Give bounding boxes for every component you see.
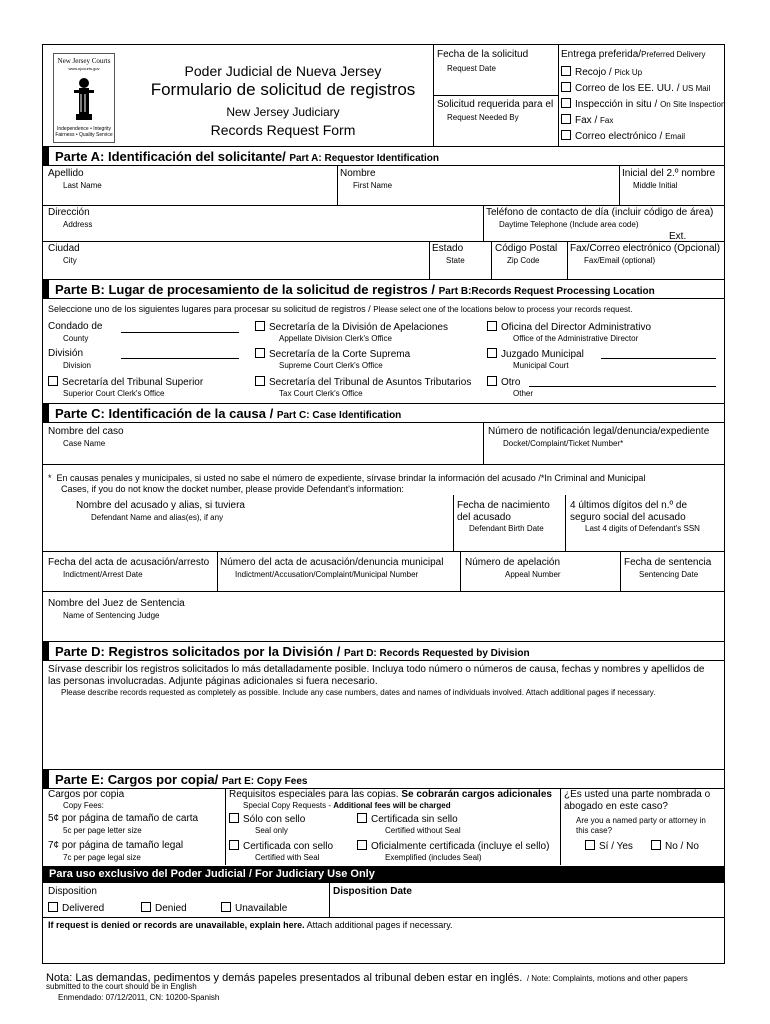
request-date-label: Fecha de la solicitud <box>437 49 529 60</box>
logo-title: New Jersey Courts <box>57 57 111 65</box>
city-sub: City <box>63 256 77 265</box>
indict-date-label: Fecha del acta de acusación/arresto <box>48 557 210 568</box>
sentencing-date-sub: Sentencing Date <box>639 570 699 579</box>
letter-fee-label: 5¢ por página de tamaño de carta <box>48 813 199 824</box>
delivery-pickup[interactable]: Recojo / Pick Up <box>561 66 642 79</box>
first-name-sub: First Name <box>353 181 393 190</box>
county-label: Condado de <box>48 321 103 332</box>
delivery-label: Entrega preferida/Preferred Delivery <box>561 49 706 60</box>
fax-checkbox[interactable] <box>561 114 571 124</box>
denied-option[interactable]: Denied <box>141 902 187 915</box>
denied-checkbox[interactable] <box>141 902 151 912</box>
needed-by-sub: Request Needed By <box>447 113 519 122</box>
copy-fees-label: Cargos por copia <box>48 789 125 800</box>
unavailable-checkbox[interactable] <box>221 902 231 912</box>
judiciary-use-header: Para uso exclusivo del Poder Judicial / For Judiciary Use Only <box>43 866 724 883</box>
exemplified-option[interactable]: Oficialmente certificada (incluye el sello) <box>357 840 549 853</box>
certified-seal-checkbox[interactable] <box>229 840 239 850</box>
division-sub: Division <box>63 361 92 370</box>
part-e-header: Parte E: Cargos por copia/ Part E: Copy Fees <box>43 769 724 789</box>
delivered-checkbox[interactable] <box>48 902 58 912</box>
delivery-fax[interactable]: Fax / Fax <box>561 114 613 127</box>
onsite-checkbox[interactable] <box>561 98 571 108</box>
title-en-1: New Jersey Judiciary <box>226 105 340 119</box>
case-name-sub: Case Name <box>63 439 106 448</box>
email-checkbox[interactable] <box>561 130 571 140</box>
disposition-label: Disposition <box>48 886 97 897</box>
copy-fees-sub: Copy Fees: <box>63 801 104 810</box>
municipal-sub: Municipal Court <box>513 361 569 370</box>
division-field[interactable] <box>121 358 239 359</box>
title-en-2: Records Request Form <box>210 122 356 138</box>
explain-instructions: If request is denied or records are unavailable, explain here. Attach additional pages if necessary. <box>48 920 453 930</box>
docket-label: Número de notificación legal/denuncia/expediente <box>488 426 710 437</box>
tax-court-checkbox[interactable] <box>255 376 265 386</box>
other-sub: Other <box>513 389 534 398</box>
fax-email-sub: Fax/Email (optional) <box>584 256 656 265</box>
first-name-field[interactable] <box>339 191 617 204</box>
ssn-label: 4 últimos dígitos del n.º de seguro social del acusado <box>570 500 688 523</box>
docket-sub: Docket/Complaint/Ticket Number* <box>503 439 624 448</box>
supreme-checkbox[interactable] <box>255 348 265 358</box>
fax-email-label: Fax/Correo electrónico (Opcional) <box>570 243 721 254</box>
seal-only-checkbox[interactable] <box>229 813 239 823</box>
sentencing-date-label: Fecha de sentencia <box>624 557 712 568</box>
seal-only-sub: Seal only <box>255 826 288 835</box>
division-label: División <box>48 348 84 359</box>
letter-fee-sub: 5c per page letter size <box>63 826 142 835</box>
pickup-checkbox[interactable] <box>561 66 571 76</box>
needed-by-label: Solicitud requerida para el <box>437 99 554 110</box>
indict-number-label: Número del acta de acusación/denuncia municipal <box>220 557 444 568</box>
judge-sub: Name of Sentencing Judge <box>63 611 160 620</box>
director-checkbox[interactable] <box>487 321 497 331</box>
appeal-number-sub: Appeal Number <box>505 570 561 579</box>
request-date-sub: Request Date <box>447 64 496 73</box>
other-field[interactable] <box>529 386 716 387</box>
zip-label: Código Postal <box>495 243 558 254</box>
named-party-question: ¿Es usted una parte nombrada o abogado en este caso? <box>564 789 711 812</box>
revision-label: Enmendado: 07/12/2011, CN: 10200-Spanish <box>58 993 220 1002</box>
part-d-instructions-sp: Sírvase describir los registros solicitados lo más detalladamente posible. Incluya todo número o números de causa, fechas y nombres y apellidos de las personas involucradas. Adjunte páginas adicionales si fuera necesario. <box>48 664 705 687</box>
defendant-field[interactable] <box>45 525 451 547</box>
yes-option[interactable]: Sí / Yes <box>585 840 633 853</box>
ssn-sub: Last 4 digits of Defendant's SSN <box>585 524 700 533</box>
part-d-instructions-en: Please describe records requested as completely as possible. Include any case numbers, dates and names of individuals involved. Attach additional pages if necessary. <box>61 688 656 697</box>
city-field[interactable] <box>45 267 427 277</box>
superior-court-checkbox[interactable] <box>48 376 58 386</box>
logo-motto: Independence • Integrity Fairness • Quality Service <box>55 126 113 138</box>
superior-court-option[interactable]: Secretaría del Tribunal Superior <box>48 376 203 389</box>
first-name-label: Nombre <box>340 168 376 179</box>
request-date-field[interactable] <box>435 75 555 93</box>
municipal-checkbox[interactable] <box>487 348 497 358</box>
phone-sub: Daytime Telephone (Include area code) <box>499 220 639 229</box>
part-c-header: Parte C: Identificación de la causa / Part C: Case Identification <box>43 403 724 423</box>
municipal-option[interactable]: Juzgado Municipal <box>487 348 584 361</box>
case-name-field[interactable] <box>45 450 481 462</box>
named-party-question-en: Are you a named party or attorney in this case? <box>576 816 706 835</box>
judge-field[interactable] <box>45 622 722 638</box>
footer-note-en: submitted to the court should be in English <box>46 982 197 991</box>
appeal-number-label: Número de apelación <box>465 557 561 568</box>
exemplified-sub: Exemplified (includes Seal) <box>385 853 482 862</box>
certified-seal-sub: Certified with Seal <box>255 853 320 862</box>
no-option[interactable]: No / No <box>651 840 699 853</box>
middle-initial-label: Inicial del 2.º nombre <box>622 168 716 179</box>
middle-initial-sub: Middle Initial <box>633 181 678 190</box>
last-name-sub: Last Name <box>63 181 102 190</box>
last-name-label: Apellido <box>48 168 84 179</box>
state-sub: State <box>446 256 465 265</box>
title-sp-2: Formulario de solicitud de registros <box>150 80 416 99</box>
records-description-input[interactable] <box>45 701 722 767</box>
certified-no-seal-sub: Certified without Seal <box>385 826 461 835</box>
tax-court-option[interactable]: Secretaría del Tribunal de Asuntos Tributarios <box>255 376 471 389</box>
indict-number-sub: Indictment/Accusation/Complaint/Municipal Number <box>235 570 419 579</box>
seal-only-option[interactable]: Sólo con sello <box>229 813 305 826</box>
special-requests-sub: Special Copy Requests - Additional fees will be charged <box>243 801 451 810</box>
exemplified-checkbox[interactable] <box>357 840 367 850</box>
explain-input[interactable] <box>45 932 722 962</box>
case-name-label: Nombre del caso <box>48 426 124 437</box>
certified-seal-option[interactable]: Certificada con sello <box>229 840 333 853</box>
certified-no-seal-checkbox[interactable] <box>357 813 367 823</box>
birth-date-label: Fecha de nacimiento del acusado <box>457 500 550 523</box>
other-checkbox[interactable] <box>487 376 497 386</box>
state-label: Estado <box>432 243 464 254</box>
last-name-field[interactable] <box>45 191 335 204</box>
superior-court-sub: Superior Court Clerk's Office <box>63 389 165 398</box>
city-label: Ciudad <box>48 243 80 254</box>
tax-court-sub: Tax Court Clerk's Office <box>279 389 363 398</box>
address-label: Dirección <box>48 207 90 218</box>
ext-label: Ext. <box>669 231 687 242</box>
records-request-form <box>42 44 725 964</box>
special-requests-label: Requisitos especiales para las copias. Se cobrarán cargos adicionales <box>229 789 552 800</box>
county-field[interactable] <box>121 332 239 333</box>
zip-sub: Zip Code <box>507 256 540 265</box>
appellate-checkbox[interactable] <box>255 321 265 331</box>
delivered-option[interactable]: Delivered <box>48 902 104 915</box>
title-sp-1: Poder Judicial de Nueva Jersey <box>184 63 382 79</box>
unavailable-option[interactable]: Unavailable <box>221 902 287 915</box>
mail-checkbox[interactable] <box>561 82 571 92</box>
criminal-note: * En causas penales y municipales, si usted no sabe el número de expediente, sírvase brindar la información del acusado /*In Criminal and Municipal Cases, if you do not know the docket number, please provide Defendant's information: <box>48 473 646 494</box>
county-sub: County <box>63 334 89 343</box>
other-option[interactable]: Otro <box>487 376 520 389</box>
indict-date-sub: Indictment/Arrest Date <box>63 570 143 579</box>
address-sub: Address <box>63 220 93 229</box>
needed-by-field[interactable] <box>435 125 555 143</box>
appellate-sub: Appellate Division Clerk's Office <box>279 334 392 343</box>
supreme-option[interactable]: Secretaría de la Corte Suprema <box>255 348 410 361</box>
disposition-date-label: Disposition Date <box>333 886 412 897</box>
defendant-label: Nombre del acusado y alias, si tuviera <box>76 500 245 511</box>
justice-statue-icon <box>72 74 96 122</box>
no-checkbox[interactable] <box>651 840 661 850</box>
yes-checkbox[interactable] <box>585 840 595 850</box>
delivery-mail[interactable]: Correo de los EE. UU. / US Mail <box>561 82 710 95</box>
director-option[interactable]: Oficina del Director Administrativo <box>487 321 651 334</box>
delivery-email[interactable]: Correo electrónico / Email <box>561 130 685 143</box>
logo-url: www.njcourts.gov <box>68 66 100 71</box>
municipal-field[interactable] <box>601 358 716 359</box>
address-field[interactable] <box>45 231 481 241</box>
supreme-sub: Supreme Court Clerk's Office <box>279 361 383 370</box>
director-sub: Office of the Administrative Director <box>513 334 639 343</box>
part-d-header: Parte D: Registros solicitados por la División / Part D: Records Requested by Division <box>43 641 724 661</box>
birth-date-sub: Defendant Birth Date <box>469 524 544 533</box>
appellate-option[interactable]: Secretaría de la División de Apelaciones <box>255 321 448 334</box>
defendant-sub: Defendant Name and alias(es), if any <box>91 513 224 522</box>
part-b-instructions: Seleccione uno de los siguientes lugares para procesar su solicitud de registros / Please select one of the locations below to process your records request. <box>48 304 633 314</box>
certified-no-seal-option[interactable]: Certificada sin sello <box>357 813 458 826</box>
part-a-header: Parte A: Identificación del solicitante/ Part A: Requestor Identification <box>43 146 724 166</box>
legal-fee-sub: 7c per page legal size <box>63 853 141 862</box>
judge-label: Nombre del Juez de Sentencia <box>48 598 185 609</box>
footer-note: Nota: Las demandas, pedimentos y demás papeles presentados al tribunal deben estar en inglés. / Note: Complaints, motions and other papers <box>46 972 688 984</box>
legal-fee-label: 7¢ por página de tamaño legal <box>48 840 184 851</box>
part-b-header: Parte B: Lugar de procesamiento de la solicitud de registros / Part B:Records Request Processing Location <box>43 279 724 299</box>
phone-label: Teléfono de contacto de día (incluir código de área) <box>486 207 714 218</box>
court-logo <box>53 53 115 143</box>
delivery-onsite[interactable]: Inspección in situ / On Site Inspection <box>561 98 725 111</box>
